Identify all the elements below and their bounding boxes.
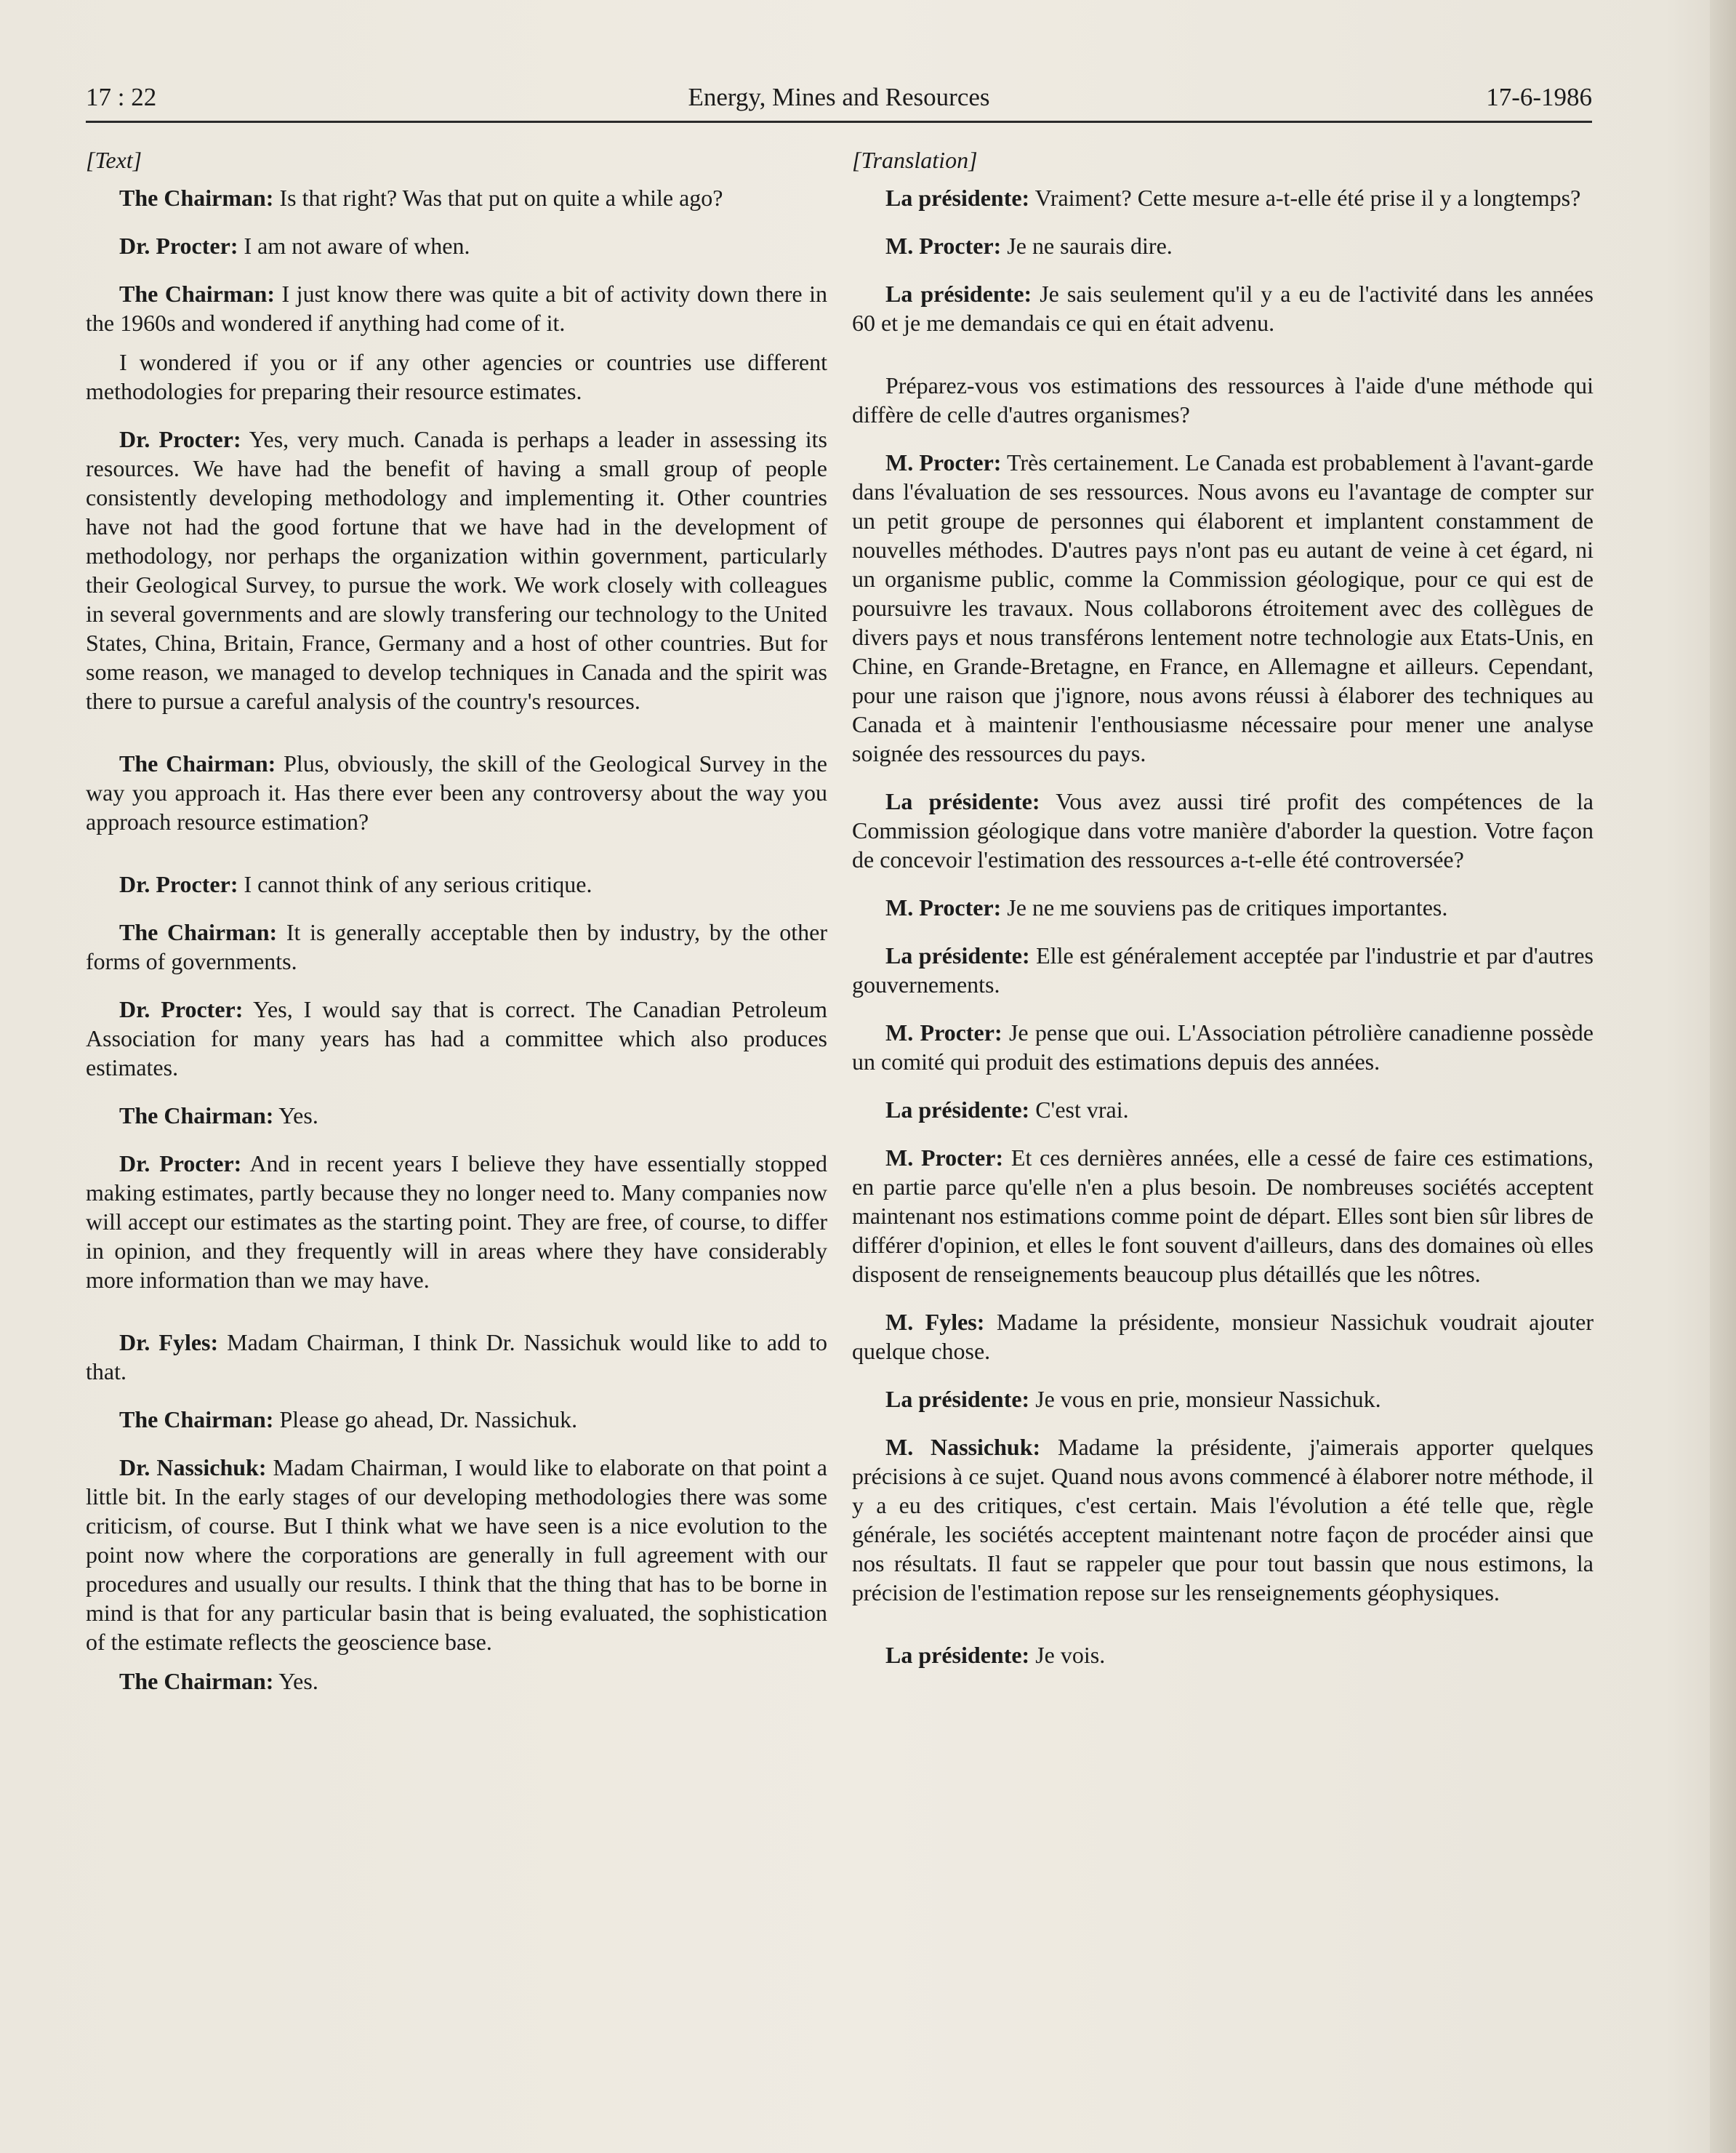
speaker-name: Dr. Procter:	[119, 233, 238, 259]
paragraph	[852, 1307, 1594, 1366]
speech-text: Et ces dernières années, elle a cessé de faire ces estimations, en partie parce qu'elle n'en a plus besoin. De nombreuses sociétés acceptent maintenant nos estimations comme point de départ. Elles sont bien sûr libres de différer d'opinion, et elles le font souvent d'ailleurs, dans des domaines où elles disposent de renseignements beaucoup plus détaillés que les nôtres.	[852, 1144, 1594, 1287]
paragraph	[852, 941, 1594, 999]
paragraph	[852, 371, 1594, 429]
english-column	[86, 145, 827, 1715]
speech-text: I cannot think of any serious critique.	[238, 871, 592, 897]
paragraph	[86, 1405, 827, 1434]
speech-text: Plus, obviously, the skill of the Geological Survey in the way you approach it. Has there ever been any controversy about the way you approach resource estimation?	[86, 750, 828, 835]
paragraph	[86, 231, 827, 260]
speech-text: Je vous en prie, monsieur Nassichuk.	[1029, 1386, 1381, 1412]
speaker-name: La présidente:	[885, 942, 1030, 969]
paragraph	[86, 1101, 827, 1130]
speaker-name: La présidente:	[885, 185, 1030, 211]
speaker-name: La présidente:	[885, 1386, 1030, 1412]
speaker-name: M. Procter:	[885, 1144, 1004, 1171]
speech-text: Yes, very much. Canada is perhaps a leader in assessing its resources. We have had the benefit of having a small group of people consistently developing methodology and implementing it. Other countries have not had the good fortune that we have had in the development of methodology, nor perhaps the organization within government, particularly their Geological Survey, to pursue the work. We work closely with colleagues in several governments and are slowly transfering our technology to the United States, China, Britain, France, Germany and a host of other countries. But for some reason, we managed to develop techniques in Canada and the spirit was there to pursue a careful analysis of the country's resources.	[86, 426, 828, 714]
paragraph	[852, 1384, 1594, 1414]
paragraph	[86, 1453, 827, 1656]
speech-text: Vraiment? Cette mesure a-t-elle été prise il y a longtemps?	[1029, 185, 1581, 211]
paragraph	[86, 995, 827, 1082]
speaker-name: Dr. Procter:	[119, 996, 244, 1022]
speech-text: Yes, I would say that is correct. The Canadian Petroleum Association for many years has had a committee which also produces estimates.	[86, 996, 828, 1080]
speaker-name: Dr. Fyles:	[119, 1329, 219, 1355]
paragraph	[852, 1143, 1594, 1288]
speech-text: I wondered if you or if any other agencies or countries use different methodologies for preparing their resource estimates.	[86, 349, 827, 404]
speech-text: Madam Chairman, I would like to elaborate on that point a little bit. In the early stages of our developing methodologies there was some criticism, of course. But I think what we have seen is a nice evolution to the point now where the corporations are generally in full agreement with our procedures and usually our results. I think that the thing that has to be borne in mind is that for any particular basin that is being evaluated, the sophistication of the estimate reflects the geoscience base.	[86, 1454, 828, 1655]
paragraph	[86, 279, 827, 337]
speech-text: It is generally acceptable then by industry, by the other forms of governments.	[86, 919, 828, 974]
paragraph	[86, 918, 827, 976]
paragraph	[86, 870, 827, 899]
speaker-name: M. Procter:	[885, 1019, 1002, 1046]
paragraph	[86, 1328, 827, 1386]
speaker-name: M. Nassichuk:	[885, 1434, 1041, 1460]
speaker-name: M. Procter:	[885, 894, 1002, 921]
speaker-name: The Chairman:	[119, 281, 275, 307]
speech-text: Très certainement. Le Canada est probablement à l'avant-garde dans l'évaluation de ses ressources. Nous avons eu l'avantage de compter sur un petit groupe de personnes qui élaborent et implantent constamment de nouvelles méthodes. D'autres pays n'ont pas eu autant de veine à cet égard, ni un organisme public, comme la Commission géologique, pour ce qui est de poursuivre les travaux. Nous collaborons étroitement avec des collègues de divers pays et nous transférons lentement notre technologie aux Etats-Unis, en Chine, en Grande-Bretagne, en France, en Allemagne et ailleurs. Cependant, pour une raison que j'ignore, nous avons réussi à élaborer des techniques au Canada et à maintenir l'enthousiasme nécessaire pour mener une analyse soignée des ressources du pays.	[852, 449, 1594, 766]
paragraph	[86, 425, 827, 715]
header-date: 17-6-1986	[1486, 83, 1592, 111]
paragraph	[852, 279, 1594, 337]
header-rule	[86, 121, 1592, 123]
speaker-name: Dr. Nassichuk:	[119, 1454, 267, 1480]
speaker-name: The Chairman:	[119, 750, 276, 777]
speech-text: Je pense que oui. L'Association pétrolière canadienne possède un comité qui produit des estimations depuis des années.	[852, 1019, 1594, 1075]
speaker-name: The Chairman:	[119, 1406, 274, 1432]
page-edge-shadow	[1710, 0, 1736, 2153]
translation-label: [Translation]	[852, 147, 978, 173]
paragraph	[852, 448, 1594, 768]
paragraph	[852, 1640, 1594, 1669]
speech-text: Madame la présidente, j'aimerais apporter quelques précisions à ce sujet. Quand nous avons commencé à élaborer notre méthode, il y a eu des critiques, c'est certain. Mais l'évolution a été telle que, règle générale, les sociétés acceptent maintenant notre façon de procéder ainsi que nos résultats. Il faut se rappeler que pour tout bassin que nous estimons, la précision de l'estimation repose sur les renseignements géophysiques.	[852, 1434, 1594, 1605]
speech-text: I am not aware of when.	[238, 233, 470, 259]
french-column	[852, 145, 1594, 1688]
speaker-name: M. Procter:	[885, 449, 1002, 476]
speaker-name: La présidente:	[885, 1096, 1030, 1123]
paragraph	[86, 348, 827, 406]
speech-text: Yes.	[273, 1102, 318, 1128]
speech-text: Je ne saurais dire.	[1001, 233, 1173, 259]
paragraph	[852, 231, 1594, 260]
paragraph	[86, 183, 827, 212]
speaker-name: Dr. Procter:	[119, 1150, 242, 1176]
speaker-name: M. Procter:	[885, 233, 1002, 259]
speech-text: Please go ahead, Dr. Nassichuk.	[273, 1406, 578, 1432]
paragraph	[86, 1149, 827, 1294]
speech-text: Je sais seulement qu'il y a eu de l'activité dans les années 60 et je me demandais ce qui en était advenu.	[852, 281, 1594, 336]
speaker-name: M. Fyles:	[885, 1309, 985, 1335]
speaker-name: La présidente:	[885, 788, 1040, 814]
speaker-name: La présidente:	[885, 1642, 1030, 1668]
speech-text: Elle est généralement acceptée par l'industrie et par d'autres gouvernements.	[852, 942, 1594, 998]
paragraph	[852, 893, 1594, 922]
paragraph	[852, 1432, 1594, 1607]
paragraph	[86, 749, 827, 836]
speaker-name: Dr. Procter:	[119, 426, 241, 452]
paragraph	[86, 1667, 827, 1696]
page-header	[86, 76, 1592, 119]
paragraph	[852, 1018, 1594, 1076]
speaker-name: La présidente:	[885, 281, 1032, 307]
speaker-name: The Chairman:	[119, 1668, 274, 1694]
running-title: Energy, Mines and Resources	[688, 83, 990, 111]
speaker-name: The Chairman:	[119, 185, 274, 211]
paragraph	[852, 1095, 1594, 1124]
speech-text: Je ne me souviens pas de critiques importantes.	[1001, 894, 1448, 921]
speaker-name: The Chairman:	[119, 919, 278, 945]
paragraph	[852, 183, 1594, 212]
speech-text: Yes.	[273, 1668, 318, 1694]
speech-text: Madame la présidente, monsieur Nassichuk voudrait ajouter quelque chose.	[852, 1309, 1594, 1364]
speech-text: And in recent years I believe they have essentially stopped making estimates, partly because they no longer need to. Many companies now will accept our estimates as the starting point. They are free, of course, to differ in opinion, and they frequently will in areas where they have considerably more information than we may have.	[86, 1150, 827, 1293]
speaker-name: Dr. Procter:	[119, 871, 238, 897]
paragraph	[852, 787, 1594, 874]
text-label: [Text]	[86, 147, 142, 173]
page-number: 17 : 22	[86, 83, 157, 111]
speech-text: Madam Chairman, I think Dr. Nassichuk would like to add to that.	[86, 1329, 828, 1384]
speech-text: I just know there was quite a bit of activity down there in the 1960s and wondered if anything had come of it.	[86, 281, 828, 336]
speech-text: Is that right? Was that put on quite a while ago?	[273, 185, 723, 211]
speech-text: Préparez-vous vos estimations des ressources à l'aide d'une méthode qui diffère de celle d'autres organismes?	[852, 372, 1594, 428]
speech-text: C'est vrai.	[1029, 1096, 1129, 1123]
speech-text: Vous avez aussi tiré profit des compétences de la Commission géologique dans votre manière d'aborder la question. Votre façon de concevoir l'estimation des ressources a-t-elle été controversée?	[852, 788, 1594, 873]
speech-text: Je vois.	[1029, 1642, 1106, 1668]
speaker-name: The Chairman:	[119, 1102, 274, 1128]
